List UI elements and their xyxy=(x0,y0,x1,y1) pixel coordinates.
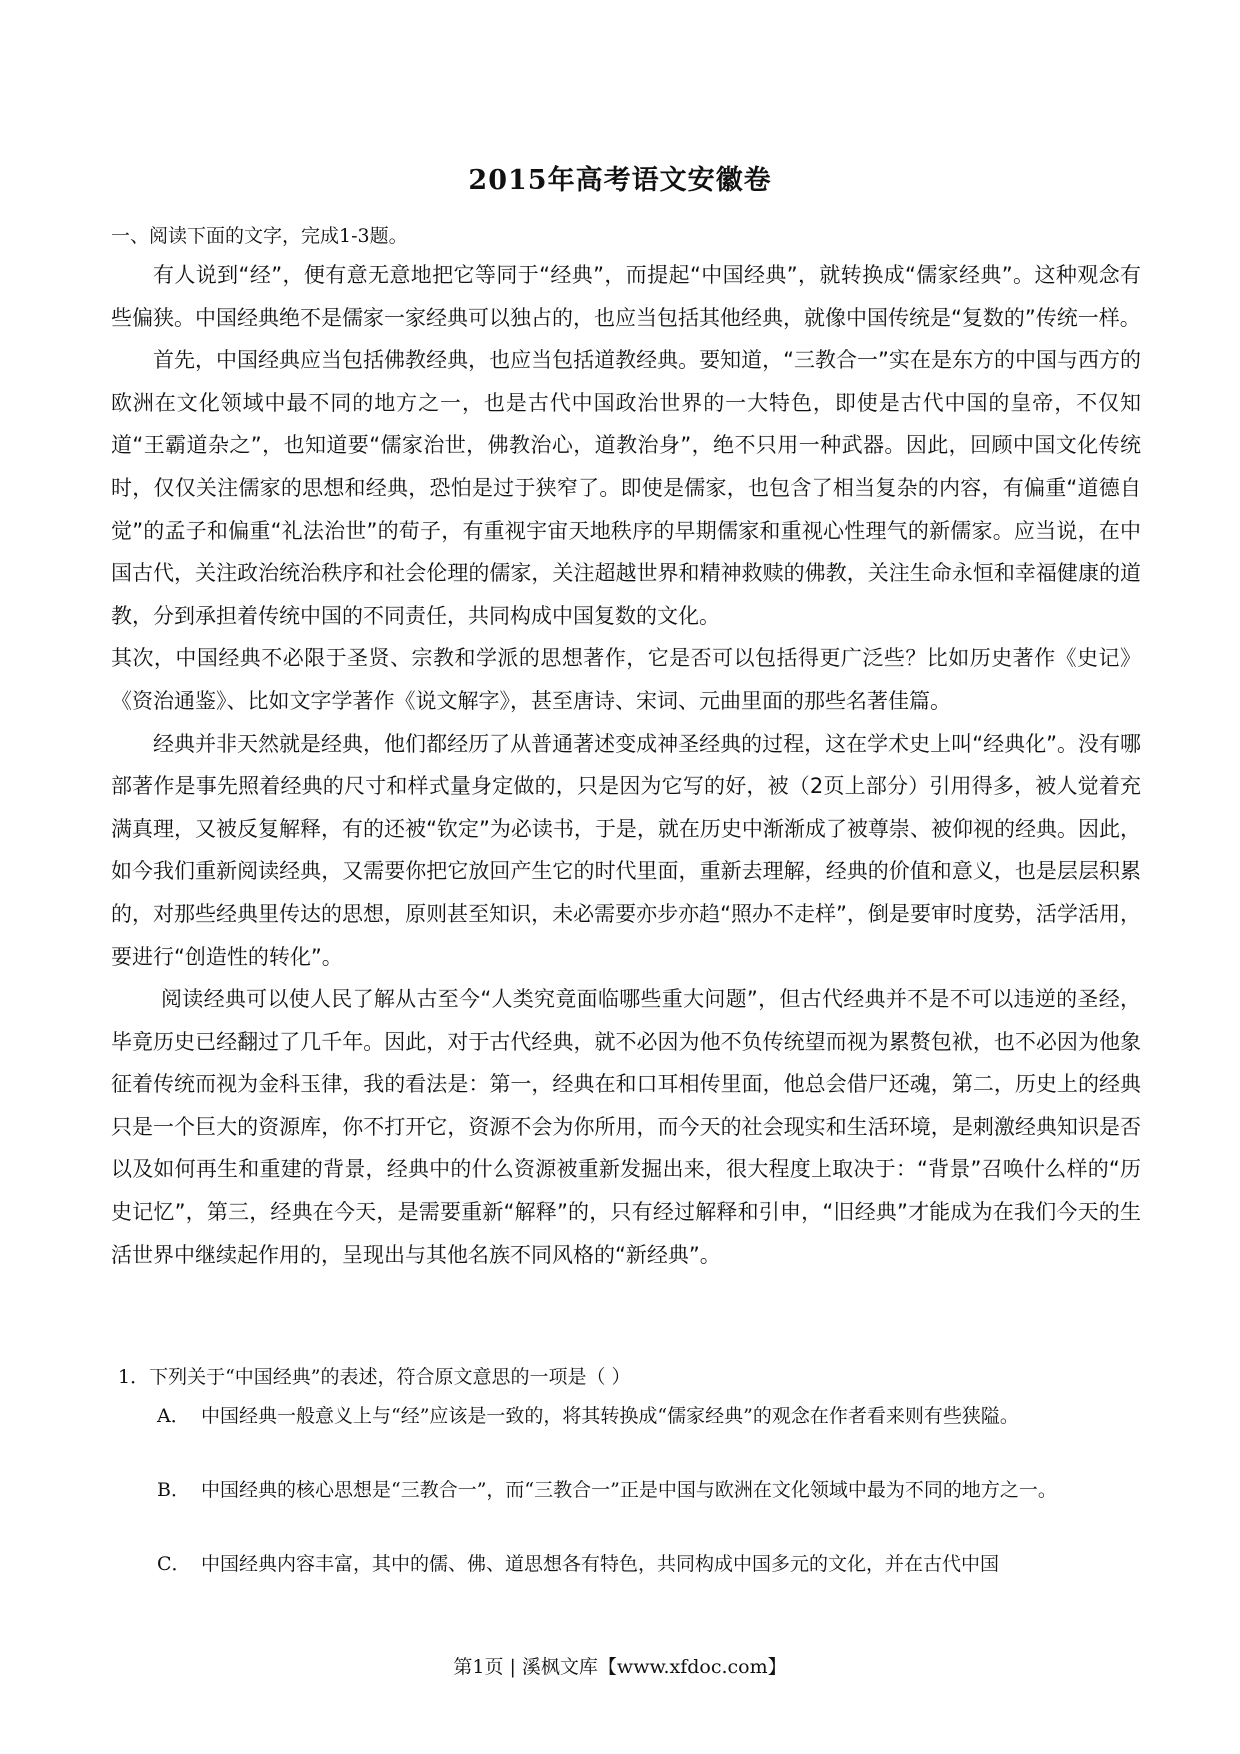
option-text: 中国经典的核心思想是“三教合一”，而“三教合一”正是中国与欧洲在文化领域中最为不同的地方之一。 xyxy=(201,1479,1057,1501)
section-heading: 一、阅读下面的文字，完成1-3题。 xyxy=(111,225,408,247)
passage-paragraph-1: 有人说到“经”，便有意无意地把它等同于“经典”，而提起“中国经典”，就转换成“儒家经典”。这种观念有些偏狭。中国经典绝不是儒家一家经典可以独占的，也应当包括其他经典，就像中国传统是“复数的”传统一样。 xyxy=(111,263,1141,330)
option-letter: C． xyxy=(157,1553,191,1575)
page-footer: 第1页 | 溪枫文库【www.xfdoc.com】 xyxy=(453,1656,787,1678)
option-c xyxy=(157,1546,1122,1582)
passage-paragraph-3: 其次，中国经典不必限于圣贤、宗教和学派的思想著作，它是否可以包括得更广泛些？比如历史著作《史记》《资治通鉴》、比如文字学著作《说文解字》，甚至唐诗、宋词、元曲里面的那些名著佳篇。 xyxy=(111,646,1141,713)
document-title: 2015年高考语文安徽卷 xyxy=(468,165,772,196)
option-text: 中国经典内容丰富，其中的儒、佛、道思想各有特色，共同构成中国多元的文化，并在古代中国 xyxy=(201,1553,1000,1575)
passage-paragraph-5: 阅读经典可以使人民了解从古至今“人类究竟面临哪些重大问题”，但古代经典并不是不可以违逆的圣经，毕竟历史已经翻过了几千年。因此，对于古代经典，就不必因为他不负传统望而视为累赘包袱，也不必因为他象征着传统而视为金科玉律，我的看法是：第一，经典在和口耳相传里面，他总会借尸还魂，第二，历史上的经典只是一个巨大的资源库，你不打开它，资源不会为你所用，而今天的社会现实和生活环境，是刺激经典知识是否以及如何再生和重建的背景，经典中的什么资源被重新发掘出来，很大程度上取决于：“背景”召唤什么样的“历史记忆”，第三，经典在今天，是需要重新“解释”的，只有经过解释和引申，“旧经典”才能成为在我们今天的生活世界中继续起作用的，呈现出与其他名族不同风格的“新经典”。 xyxy=(111,987,1141,1267)
passage-paragraph-4: 经典并非天然就是经典，他们都经历了从普通著述变成神圣经典的过程，这在学术史上叫“经典化”。没有哪部著作是事先照着经典的尺寸和样式量身定做的，只是因为它写的好，被（2页上部分）引用得多，被人觉着充满真理，又被反复解释，有的还被“钦定”为必读书，于是，就在历史中渐渐成了被尊崇、被仰视的经典。因此，如今我们重新阅读经典，又需要你把它放回产生它的时代里面，重新去理解，经典的价值和意义，也是层层积累的，对那些经典里传达的思想，原则甚至知识，未必需要亦步亦趋“照办不走样”，倒是要审时度势，活学活用，要进行“创造性的转化”。 xyxy=(111,731,1141,969)
question-stem: 1．下列关于“中国经典”的表述，符合原文意思的一项是（ ） xyxy=(118,1366,631,1388)
option-b xyxy=(157,1472,1122,1508)
option-letter: B． xyxy=(157,1479,190,1501)
option-text: 中国经典一般意义上与“经”应该是一致的，将其转换成“儒家经典”的观念在作者看来则有些狭隘。 xyxy=(201,1405,1019,1427)
option-letter: A． xyxy=(157,1405,190,1427)
reading-passage xyxy=(111,254,1141,1276)
option-a xyxy=(157,1398,1122,1434)
passage-paragraph-2: 首先，中国经典应当包括佛教经典，也应当包括道教经典。要知道，“三教合一”实在是东方的中国与西方的欧洲在文化领域中最不同的地方之一，也是古代中国政治世界的一大特色，即使是古代中国的皇帝，不仅知道“王霸道杂之”，也知道要“儒家治世，佛教治心，道教治身”，绝不只用一种武器。因此，回顾中国文化传统时，仅仅关注儒家的思想和经典，恐怕是过于狭窄了。即使是儒家，也包含了相当复杂的内容，有偏重“道德自觉”的孟子和偏重“礼法治世”的荀子，有重视宇宙天地秩序的早期儒家和重视心性理气的新儒家。应当说，在中国古代，关注政治统治秩序和社会伦理的儒家，关注超越世界和精神救赎的佛教，关注生命永恒和幸福健康的道教，分到承担着传统中国的不同责任，共同构成中国复数的文化。 xyxy=(111,348,1141,628)
